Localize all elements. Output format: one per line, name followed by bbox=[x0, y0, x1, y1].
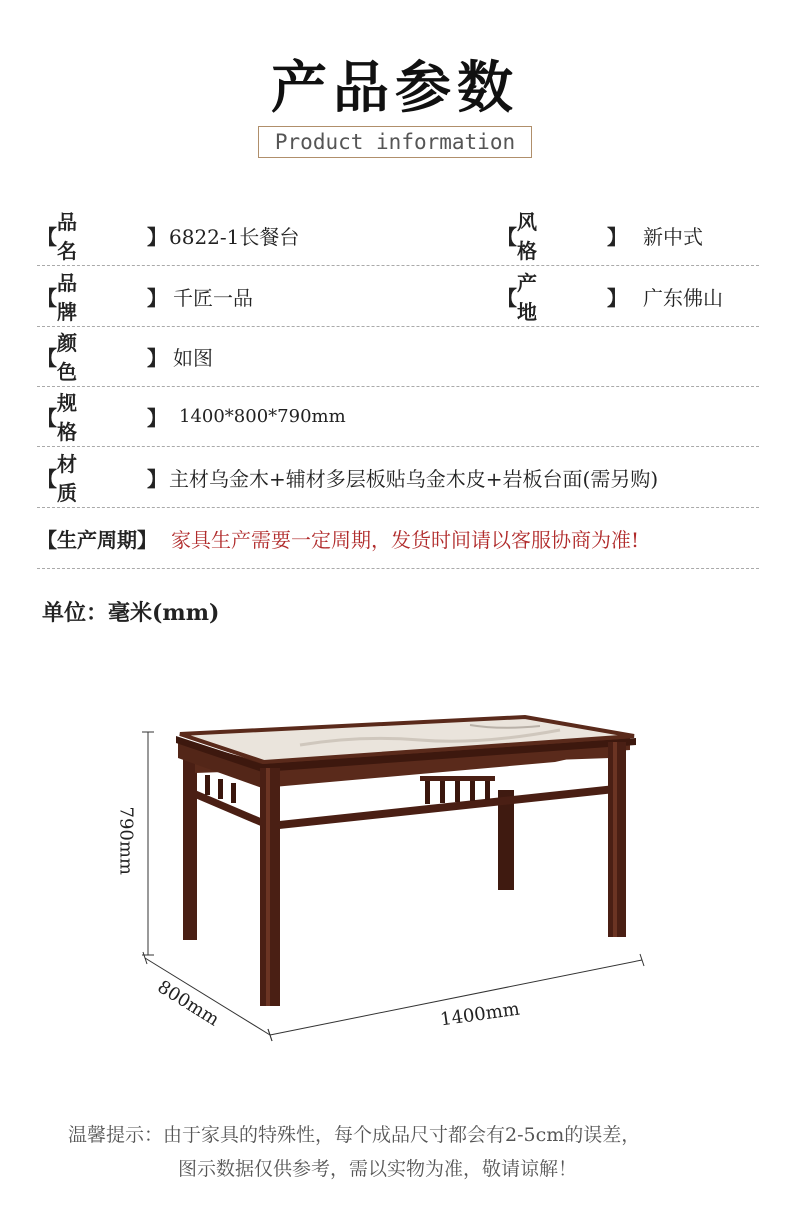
spec-row-color bbox=[37, 326, 759, 387]
spec-row-brand-origin bbox=[37, 266, 759, 327]
table-illustration bbox=[176, 717, 636, 1006]
unit-label: 单位：毫米(mm) bbox=[42, 600, 220, 626]
spec-color-label: 颜 色 bbox=[57, 331, 97, 384]
spec-cycle-value: 家具生产需要一定周期，发货时间请以客服协商为准! bbox=[171, 527, 640, 552]
spec-size-label: 规 格 bbox=[57, 391, 97, 444]
spec-color: 【 颜 色 】 如图 bbox=[37, 326, 213, 386]
spec-name: 【 品 名 】 6822-1长餐台 bbox=[37, 205, 299, 265]
spec-name-value: 6822-1长餐台 bbox=[169, 224, 300, 249]
note-line-2: 图示数据仅供参考，需以实物为准，敬请谅解！ bbox=[178, 1158, 578, 1180]
spec-row-name-style bbox=[37, 205, 759, 266]
spec-material-label: 材 质 bbox=[57, 452, 97, 505]
spec-row-size bbox=[37, 386, 759, 447]
spec-row-material bbox=[37, 447, 759, 508]
spec-style-value: 新中式 bbox=[643, 224, 703, 249]
spec-brand-value: 千匠一品 bbox=[173, 285, 253, 310]
spec-material: 【 材 质 】 主材乌金木+辅材多层板贴乌金木皮+岩板台面(需另购) bbox=[37, 447, 658, 507]
subtitle: Product information bbox=[274, 130, 516, 154]
spec-material-value: 主材乌金木+辅材多层板贴乌金木皮+岩板台面(需另购) bbox=[169, 466, 659, 491]
height-label: 790mm bbox=[115, 806, 137, 875]
spec-origin-label: 产 地 bbox=[517, 271, 557, 324]
spec-name-label: 品 名 bbox=[57, 210, 97, 263]
spec-origin: 【 产 地 】 广东佛山 bbox=[497, 266, 723, 326]
page-title: 产品参数 bbox=[271, 55, 519, 121]
subtitle-box bbox=[258, 126, 532, 158]
height-dimension-line bbox=[142, 732, 154, 955]
depth-label: 800mm bbox=[153, 976, 223, 1031]
spec-brand: 【 品 牌 】 千匠一品 bbox=[37, 266, 253, 326]
width-label: 1400mm bbox=[438, 998, 522, 1031]
spec-brand-label: 品 牌 bbox=[57, 271, 97, 324]
spec-row-cycle bbox=[37, 508, 759, 569]
spec-cycle bbox=[37, 508, 639, 568]
spec-size-value: 1400*800*790mm bbox=[179, 405, 346, 427]
spec-origin-value: 广东佛山 bbox=[643, 285, 723, 310]
spec-style-label: 风 格 bbox=[517, 210, 557, 263]
spec-size: 【 规 格 】 1400*800*790mm bbox=[37, 386, 346, 446]
spec-color-value: 如图 bbox=[173, 345, 213, 370]
spec-cycle-label: 【生产周期】 bbox=[37, 527, 157, 552]
spec-style: 【 风 格 】 新中式 bbox=[497, 205, 703, 265]
note-line-1: 温馨提示：由于家具的特殊性，每个成品尺寸都会有2-5cm的误差， bbox=[68, 1124, 641, 1146]
